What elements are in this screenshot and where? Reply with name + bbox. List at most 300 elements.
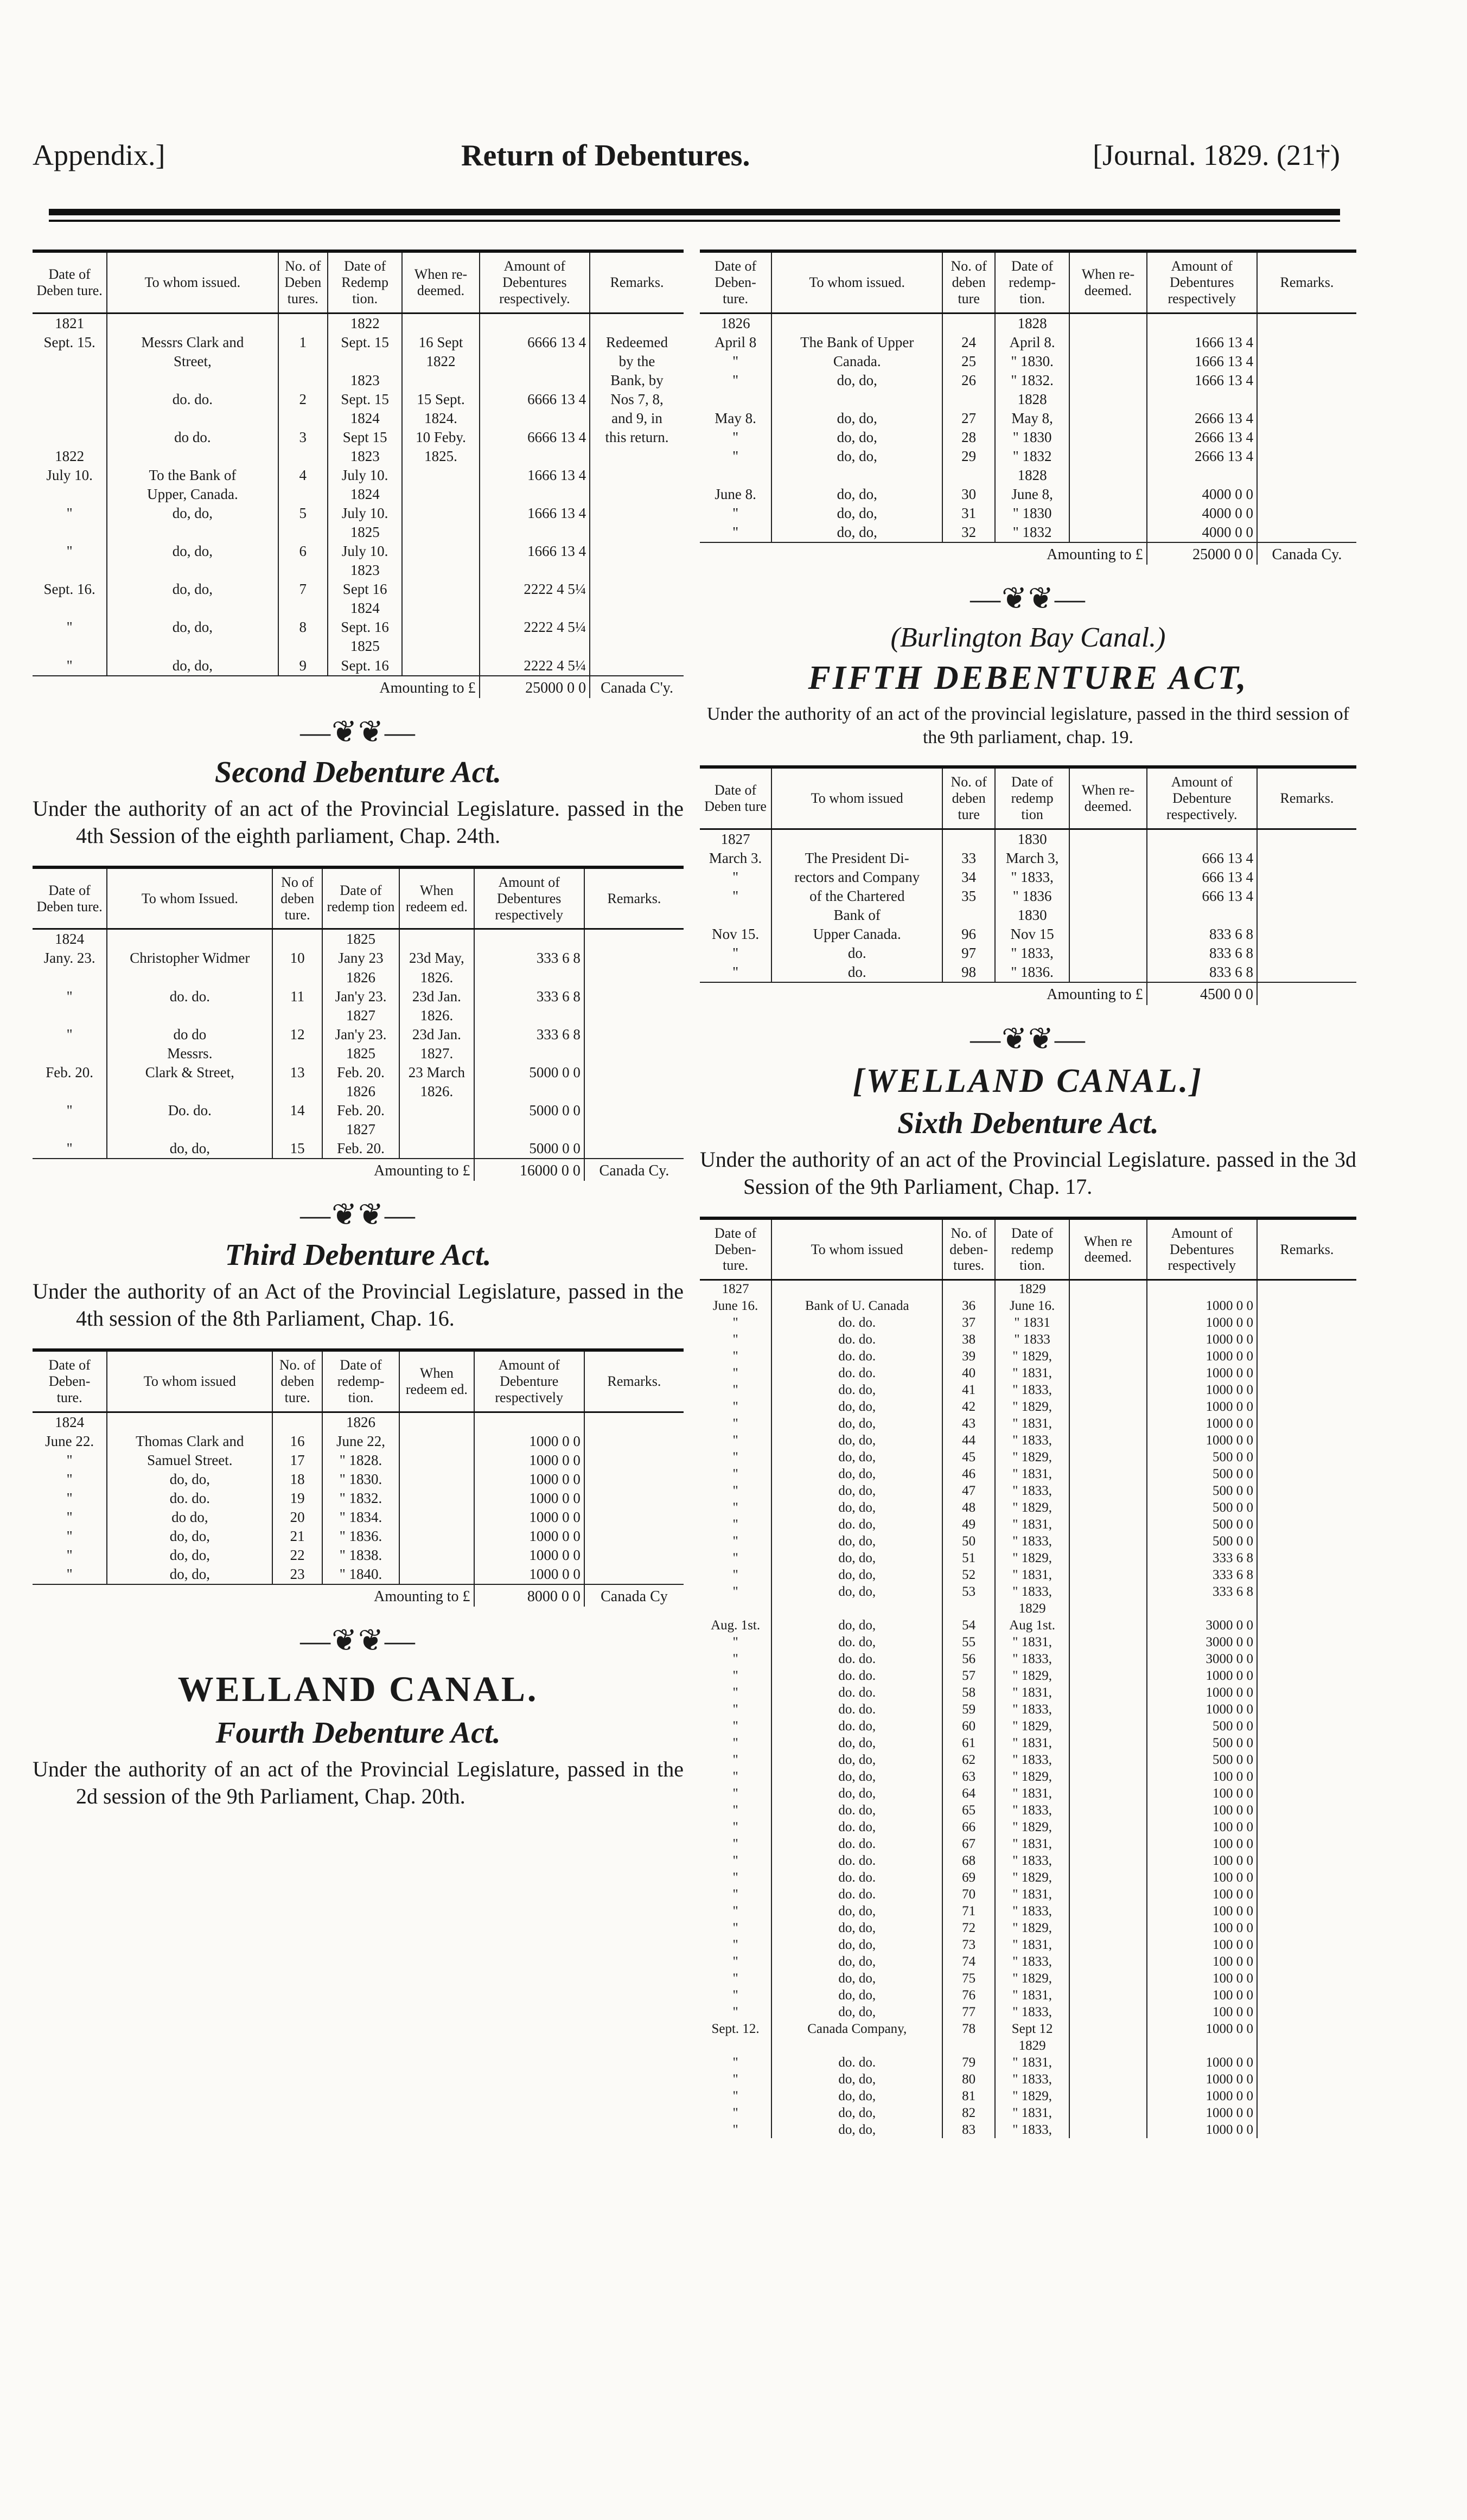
page-header	[33, 138, 1340, 182]
cell-amount: 100 0 0	[1147, 1869, 1257, 1886]
cell-no	[278, 352, 328, 371]
cell-amount: 100 0 0	[1147, 1886, 1257, 1903]
cell-empty	[1257, 333, 1356, 352]
cell-date: "	[732, 1517, 738, 1532]
cell-to: do, do,	[771, 2071, 942, 2088]
cell-redemption: 1825	[322, 929, 399, 949]
cell-redemption: " 1833	[995, 1331, 1069, 1348]
cell-amount: 500 0 0	[1147, 1533, 1257, 1550]
cell-empty	[1257, 1987, 1356, 2004]
cell-date: "	[732, 1853, 738, 1869]
cell-redemption: " 1833,	[995, 1482, 1069, 1499]
cell-redemption: April 8.	[995, 333, 1069, 352]
cell-to: do, do,	[771, 1751, 942, 1768]
cell-to: do, do,	[771, 1785, 942, 1802]
cell-empty	[1069, 2037, 1146, 2054]
table-row	[700, 466, 1356, 485]
cell-redemption: " 1833,	[995, 2121, 1069, 2138]
cell-to: do, do,	[771, 1499, 942, 1516]
cell-empty	[584, 1101, 684, 1120]
cell-empty	[1257, 1651, 1356, 1667]
second-act-authority: Under the authority of an act of the Provincial Legislature. passed in the 4th Session of the eighth parliament, Chap. 24th.	[33, 796, 684, 848]
fifth-act-canal: (Burlington Bay Canal.)	[890, 622, 1166, 654]
cell-amount: 1000 0 0	[1147, 2105, 1257, 2121]
cell-empty	[399, 1546, 474, 1565]
cell-date: "	[732, 505, 739, 522]
cell-empty	[1257, 963, 1356, 982]
cell-date	[33, 599, 107, 618]
cell-redemption: " 1831,	[995, 2054, 1069, 2071]
cell-amount	[480, 352, 590, 371]
cell-redemption: 1830	[995, 906, 1069, 925]
cell-amount: 500 0 0	[1147, 1735, 1257, 1751]
cell-redemption: " 1833,	[995, 1701, 1069, 1718]
cell-redemption: May 8,	[995, 409, 1069, 428]
table-row	[700, 1381, 1356, 1398]
cell-date: "	[732, 1904, 738, 1919]
cell-amount: 333 6 8	[1147, 1550, 1257, 1566]
cell-amount: 500 0 0	[1147, 1449, 1257, 1466]
col-remarks: Remarks.	[1257, 767, 1356, 829]
cell-no	[278, 637, 328, 656]
cell-remarks	[590, 504, 684, 523]
cell-amount: 100 0 0	[1147, 1987, 1257, 2004]
cell-empty	[399, 1412, 474, 1432]
cell-to	[107, 968, 272, 987]
cell-to: do, do,	[107, 618, 278, 637]
cell-no	[272, 1044, 322, 1063]
col-redemption: Date of redemp- tion.	[995, 251, 1069, 313]
cell-redemption: " 1829,	[995, 2088, 1069, 2105]
cell-empty	[1257, 868, 1356, 887]
cell-date: "	[732, 2106, 738, 2121]
cell-amount: 2666 13 4	[1147, 428, 1257, 447]
cell-empty	[1069, 1415, 1146, 1432]
cell-empty	[1069, 352, 1146, 371]
cell-no: 27	[942, 409, 995, 428]
cell-no	[942, 906, 995, 925]
cell-amount: 500 0 0	[1147, 1466, 1257, 1482]
cell-to: Canada Company,	[771, 2020, 942, 2037]
cell-redemption: 1829	[995, 1280, 1069, 1298]
cell-empty	[1069, 1600, 1146, 1617]
cell-no	[942, 2037, 995, 2054]
cell-when	[402, 371, 479, 390]
cell-amount	[1147, 2037, 1257, 2054]
table-row	[33, 542, 684, 561]
cell-remarks	[590, 656, 684, 676]
cell-when: 1826.	[399, 1006, 474, 1025]
cell-redemption	[328, 352, 402, 371]
table-row	[700, 1869, 1356, 1886]
cell-redemption: " 1829,	[995, 1970, 1069, 1987]
table-row	[700, 1936, 1356, 1953]
cell-amount: 1000 0 0	[1147, 1415, 1257, 1432]
table-row	[33, 428, 684, 447]
cell-no: 4	[278, 466, 328, 485]
cell-no: 67	[942, 1835, 995, 1852]
cell-date	[33, 1044, 107, 1063]
cell-to: do do,	[107, 1508, 272, 1527]
cell-remarks: by the	[590, 352, 684, 371]
cell-redemption: " 1830.	[322, 1470, 399, 1489]
cell-date: "	[732, 448, 739, 464]
header-appendix: Appendix.]	[33, 139, 165, 171]
cell-empty	[1069, 868, 1146, 887]
cell-date: "	[66, 543, 73, 560]
cell-date: "	[732, 1467, 738, 1482]
cell-empty	[1069, 1718, 1146, 1735]
cell-when: 23d Jan.	[399, 1025, 474, 1044]
table-row	[700, 906, 1356, 925]
cell-empty	[1257, 1381, 1356, 1398]
cell-empty	[1257, 428, 1356, 447]
cell-no: 48	[942, 1499, 995, 1516]
cell-empty	[399, 1527, 474, 1546]
cell-empty	[1069, 1314, 1146, 1331]
cell-to: Street,	[107, 352, 278, 371]
cell-no: 71	[942, 1903, 995, 1920]
cell-to: do. do,	[771, 1516, 942, 1533]
cell-empty	[1069, 1533, 1146, 1550]
cell-date: "	[732, 2005, 738, 2020]
cell-empty	[1257, 352, 1356, 371]
cell-redemption: March 3,	[995, 849, 1069, 868]
cell-date: "	[732, 1349, 738, 1364]
ornament-divider: —❦❦—	[300, 715, 416, 749]
cell-to	[107, 523, 278, 542]
table-row	[33, 504, 684, 523]
cell-date	[33, 523, 107, 542]
table-row	[700, 868, 1356, 887]
cell-redemption: 1829	[995, 1600, 1069, 1617]
table-row	[700, 1785, 1356, 1802]
cell-to: do. do.	[771, 1314, 942, 1331]
cell-amount: 1000 0 0	[1147, 1398, 1257, 1415]
cell-amount: 1000 0 0	[474, 1565, 584, 1584]
sixth-act-title: Sixth Debenture Act.	[897, 1106, 1159, 1140]
cell-to: To the Bank of	[107, 466, 278, 485]
cell-no: 44	[942, 1432, 995, 1449]
cell-empty	[1257, 887, 1356, 906]
cell-redemption: " 1831,	[995, 1936, 1069, 1953]
cell-empty	[1069, 390, 1146, 409]
cell-no: 23	[272, 1565, 322, 1584]
table-row	[700, 485, 1356, 504]
cell-empty	[1257, 466, 1356, 485]
cell-amount: 666 13 4	[1147, 849, 1257, 868]
table-row	[700, 1466, 1356, 1482]
cell-date: "	[732, 964, 739, 981]
table-row	[700, 1331, 1356, 1348]
cell-empty	[1069, 2054, 1146, 2071]
cell-no: 81	[942, 2088, 995, 2105]
cell-redemption: " 1829,	[995, 1398, 1069, 1415]
cell-to: do, do,	[771, 2088, 942, 2105]
cell-empty	[1257, 1718, 1356, 1735]
table-header-row	[700, 1218, 1356, 1280]
cell-redemption: " 1840.	[322, 1565, 399, 1584]
cell-no: 6	[278, 542, 328, 561]
cell-empty	[1069, 1802, 1146, 1819]
cell-empty	[1069, 2121, 1146, 2138]
cell-when	[399, 1139, 474, 1159]
table-row	[700, 1684, 1356, 1701]
total-row	[700, 982, 1356, 1005]
col-date: Date of Deben- ture.	[700, 251, 771, 313]
table-row	[33, 485, 684, 504]
cell-to: do, do,	[771, 1482, 942, 1499]
cell-amount: 3000 0 0	[1147, 1651, 1257, 1667]
cell-empty	[1257, 1583, 1356, 1600]
cell-to: Canada.	[771, 352, 942, 371]
table-row	[700, 849, 1356, 868]
cell-amount	[1147, 1280, 1257, 1298]
cell-no: 22	[272, 1546, 322, 1565]
cell-redemption: 1825	[328, 637, 402, 656]
cell-to: do. do.	[771, 1348, 942, 1365]
cell-to: Bank of	[771, 906, 942, 925]
cell-date: March 3.	[709, 850, 762, 867]
total-currency: Canada Cy.	[584, 1159, 684, 1181]
col-to-whom: To whom issued	[107, 1350, 272, 1412]
cell-date: "	[732, 888, 739, 905]
cell-redemption: " 1829,	[995, 1449, 1069, 1466]
cell-empty	[1069, 1432, 1146, 1449]
cell-empty	[584, 1139, 684, 1159]
cell-empty	[1069, 2071, 1146, 2088]
cell-no: 31	[942, 504, 995, 523]
cell-amount: 1666 13 4	[480, 504, 590, 523]
cell-empty	[584, 1470, 684, 1489]
table-row	[33, 1025, 684, 1044]
cell-amount: 3000 0 0	[1147, 1617, 1257, 1634]
col-number: No. of deben- tures.	[942, 1218, 995, 1280]
cell-date: "	[66, 505, 73, 522]
cell-to: do, do,	[771, 2121, 942, 2138]
cell-empty	[584, 1432, 684, 1451]
cell-date	[33, 1120, 107, 1139]
col-redemption: Date of redemp tion.	[995, 1218, 1069, 1280]
cell-to: do, do,	[107, 656, 278, 676]
cell-to: do, do,	[107, 504, 278, 523]
cell-date: "	[732, 428, 739, 445]
col-when-redeemed: When re- deemed.	[402, 251, 479, 313]
cell-empty	[1069, 1667, 1146, 1684]
header-journal: [Journal. 1829. (21†)	[1093, 139, 1340, 171]
cell-amount: 100 0 0	[1147, 1768, 1257, 1785]
cell-redemption: " 1831,	[995, 1566, 1069, 1583]
cell-date: "	[732, 1534, 738, 1549]
cell-amount: 3000 0 0	[1147, 1634, 1257, 1651]
table-row	[33, 1432, 684, 1451]
cell-no	[272, 929, 322, 949]
cell-empty	[1257, 1634, 1356, 1651]
cell-date: "	[732, 1685, 738, 1700]
table-row	[33, 637, 684, 656]
cell-empty	[1257, 1886, 1356, 1903]
cell-when	[402, 637, 479, 656]
table-row	[700, 1701, 1356, 1718]
cell-when	[402, 580, 479, 599]
cell-amount: 100 0 0	[1147, 1852, 1257, 1869]
cell-amount: 333 6 8	[474, 987, 584, 1006]
table-row	[700, 1314, 1356, 1331]
table-row	[700, 352, 1356, 371]
col-redemption: Date of redemp- tion.	[322, 1350, 399, 1412]
cell-to: do, do,	[771, 1449, 942, 1466]
cell-to: Upper Canada.	[771, 925, 942, 944]
cell-empty	[1257, 906, 1356, 925]
cell-empty	[1257, 1280, 1356, 1298]
cell-to	[107, 561, 278, 580]
cell-redemption: 1823	[328, 561, 402, 580]
cell-amount: 4000 0 0	[1147, 523, 1257, 542]
cell-empty	[1069, 2004, 1146, 2020]
cell-date: "	[732, 1753, 738, 1768]
cell-redemption: " 1829,	[995, 1550, 1069, 1566]
cell-no: 66	[942, 1819, 995, 1835]
cell-redemption: " 1831,	[995, 1735, 1069, 1751]
cell-empty	[1257, 1449, 1356, 1466]
cell-to	[771, 313, 942, 333]
cell-to	[771, 466, 942, 485]
cell-redemption: 1826	[322, 1082, 399, 1101]
cell-date: "	[732, 1887, 738, 1902]
cell-empty	[1069, 887, 1146, 906]
cell-redemption: " 1833,	[995, 1533, 1069, 1550]
total-currency: Canada Cy.	[1257, 542, 1356, 565]
cell-redemption: 1824	[328, 409, 402, 428]
table-row	[700, 1768, 1356, 1785]
cell-date: "	[732, 353, 739, 369]
cell-to: do.	[771, 963, 942, 982]
sixth-act-table	[700, 1217, 1356, 2139]
cell-redemption: Feb. 20.	[322, 1063, 399, 1082]
table-row	[700, 1297, 1356, 1314]
cell-no: 55	[942, 1634, 995, 1651]
cell-redemption: Jan'y 23.	[322, 1025, 399, 1044]
cell-no: 83	[942, 2121, 995, 2138]
cell-no: 64	[942, 1785, 995, 1802]
cell-no: 24	[942, 333, 995, 352]
cell-amount: 1000 0 0	[474, 1451, 584, 1470]
table-header-row	[33, 251, 684, 313]
ornament-divider: —❦❦—	[970, 582, 1086, 616]
cell-no	[278, 371, 328, 390]
cell-no: 34	[942, 868, 995, 887]
cell-date: "	[66, 1451, 73, 1468]
table-row	[700, 1348, 1356, 1365]
cell-amount: 1000 0 0	[474, 1527, 584, 1546]
cell-empty	[584, 1546, 684, 1565]
cell-no: 45	[942, 1449, 995, 1466]
col-amount: Amount of Debentures respectively.	[480, 251, 590, 313]
cell-when: 16 Sept	[402, 333, 479, 352]
cell-to: do. do.	[771, 1869, 942, 1886]
table-row	[33, 523, 684, 542]
cell-amount: 5000 0 0	[474, 1063, 584, 1082]
cell-when	[402, 656, 479, 676]
cell-remarks	[590, 485, 684, 504]
cell-amount: 5000 0 0	[474, 1139, 584, 1159]
cell-to: do. do,	[771, 1819, 942, 1835]
cell-empty	[1257, 1398, 1356, 1415]
cell-no	[272, 968, 322, 987]
cell-date	[700, 466, 771, 485]
total-row	[33, 1584, 684, 1607]
cell-date: Aug. 1st.	[711, 1618, 761, 1633]
cell-date: "	[732, 869, 739, 886]
cell-empty	[1257, 1852, 1356, 1869]
cell-no	[942, 1600, 995, 1617]
cell-to: do. do.	[771, 1365, 942, 1381]
cell-redemption: 1826	[322, 968, 399, 987]
cell-no	[942, 1280, 995, 1298]
table-row	[700, 1819, 1356, 1835]
cell-date	[700, 2037, 771, 2054]
cell-redemption: July 10.	[328, 466, 402, 485]
cell-empty	[399, 1451, 474, 1470]
cell-empty	[1257, 944, 1356, 963]
cell-amount: 2666 13 4	[1147, 447, 1257, 466]
cell-amount: 500 0 0	[1147, 1499, 1257, 1516]
col-amount: Amount of Debentures respectively	[1147, 251, 1257, 313]
cell-no: 13	[272, 1063, 322, 1082]
cell-amount: 100 0 0	[1147, 1970, 1257, 1987]
cell-date: "	[732, 1332, 738, 1347]
cell-no: 76	[942, 1987, 995, 2004]
cell-empty	[1069, 1852, 1146, 1869]
cell-no: 60	[942, 1718, 995, 1735]
col-redemption: Date of Redemp tion.	[328, 251, 402, 313]
table-row	[700, 1651, 1356, 1667]
cell-no: 72	[942, 1920, 995, 1936]
cell-date: May 8.	[715, 410, 756, 426]
cell-when	[402, 313, 479, 333]
cell-empty	[1257, 1466, 1356, 1482]
cell-no: 68	[942, 1852, 995, 1869]
header-rule-thin	[49, 220, 1340, 222]
cell-date	[33, 1082, 107, 1101]
cell-to: do, do,	[771, 447, 942, 466]
cell-to	[107, 313, 278, 333]
table-row	[700, 1550, 1356, 1566]
cell-no: 8	[278, 618, 328, 637]
cell-empty	[1069, 963, 1146, 982]
cell-empty	[1069, 1953, 1146, 1970]
table-row	[700, 1415, 1356, 1432]
table-row	[700, 523, 1356, 542]
cell-redemption: " 1831,	[995, 1785, 1069, 1802]
cell-amount: 1666 13 4	[480, 542, 590, 561]
cell-when: 1825.	[402, 447, 479, 466]
cell-amount: 1000 0 0	[1147, 1365, 1257, 1381]
cell-no: 53	[942, 1583, 995, 1600]
cell-empty	[1069, 1886, 1146, 1903]
cell-date: "	[732, 1416, 738, 1431]
cell-redemption: " 1828.	[322, 1451, 399, 1470]
ornament-divider: —❦❦—	[300, 1624, 416, 1658]
cell-to: do. do.	[771, 2054, 942, 2071]
cell-to: do, do,	[107, 1470, 272, 1489]
cell-amount	[480, 599, 590, 618]
cell-date: "	[732, 1820, 738, 1835]
cell-no: 54	[942, 1617, 995, 1634]
table-row	[33, 371, 684, 390]
cell-date: 1824	[55, 931, 85, 948]
cell-to: do. do.	[771, 1684, 942, 1701]
